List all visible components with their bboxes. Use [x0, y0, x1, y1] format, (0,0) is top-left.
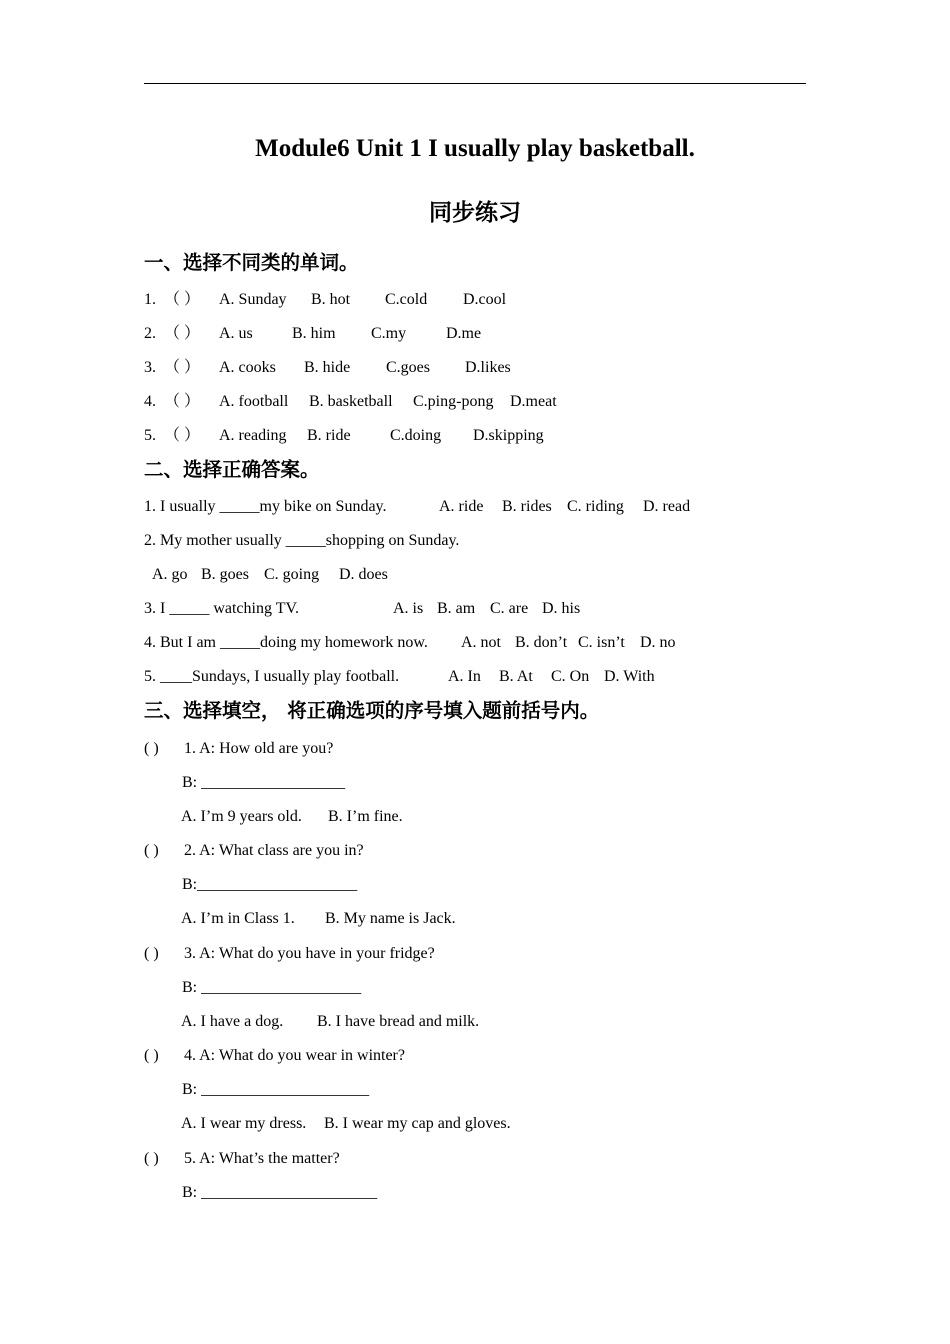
- question-text: 2. A: What class are you in?: [184, 842, 364, 859]
- option-c: C. isn’t: [578, 634, 625, 651]
- question-text: 4. But I am _____doing my homework now.: [144, 634, 428, 651]
- option-b: B. I’m fine.: [328, 808, 403, 825]
- answer-bracket: ( ): [144, 1150, 159, 1167]
- question-text: 4. A: What do you wear in winter?: [184, 1047, 405, 1064]
- option-c: C.ping-pong: [413, 393, 494, 410]
- option-c: C. are: [490, 600, 529, 617]
- option-d: D. does: [339, 566, 388, 583]
- option-d: D.cool: [463, 291, 507, 308]
- answer-bracket: ( ): [144, 1047, 159, 1064]
- option-b: B. I have bread and milk.: [317, 1013, 480, 1030]
- option-c: C.cold: [385, 291, 428, 308]
- option-a: A. is: [393, 600, 424, 617]
- answer-bracket: ( ): [144, 945, 159, 962]
- part3-answer-line-2: B:____________________: [182, 876, 358, 893]
- part3-heading: 三、选择填空， 将正确选项的序号填入题前括号内。: [144, 699, 600, 722]
- option-b: B. basketball: [309, 393, 393, 410]
- part3-answer-line-1: B: __________________: [182, 774, 346, 791]
- part3-answer-line-4: B: _____________________: [182, 1081, 370, 1098]
- answer-bracket: （ ）: [164, 427, 201, 444]
- option-c: C.doing: [390, 427, 442, 444]
- answer-bracket: （ ）: [164, 291, 201, 308]
- option-d: D. With: [604, 668, 655, 685]
- option-a: A. football: [219, 393, 289, 410]
- item-number: 2.: [144, 325, 156, 342]
- option-a: A. Sunday: [219, 291, 287, 308]
- option-d: D. no: [640, 634, 676, 651]
- option-d: D.likes: [465, 359, 511, 376]
- option-b: B. hide: [304, 359, 351, 376]
- option-d: D. his: [542, 600, 581, 617]
- option-d: D. read: [643, 498, 691, 515]
- option-a: A. not: [461, 634, 501, 651]
- item-number: 5.: [144, 427, 156, 444]
- option-b: B. hot: [311, 291, 351, 308]
- option-c: C. going: [264, 566, 320, 583]
- question-text: 5. A: What’s the matter?: [184, 1150, 340, 1167]
- option-a: A. I’m in Class 1.: [181, 910, 295, 927]
- question-text: 1. I usually _____my bike on Sunday.: [144, 498, 387, 515]
- part3-answer-line-5: B: ______________________: [182, 1184, 378, 1201]
- item-number: 4.: [144, 393, 156, 410]
- answer-bracket: ( ): [144, 842, 159, 859]
- option-c: C. On: [551, 668, 590, 685]
- option-d: D.meat: [510, 393, 557, 410]
- option-b: B. rides: [502, 498, 552, 515]
- option-a: A. I have a dog.: [181, 1013, 284, 1030]
- part3-answer-line-3: B: ____________________: [182, 979, 362, 996]
- option-b: B. I wear my cap and gloves.: [324, 1115, 511, 1132]
- option-b: B. ride: [307, 427, 351, 444]
- option-c: C. riding: [567, 498, 624, 515]
- question-text: 1. A: How old are you?: [184, 740, 334, 757]
- answer-bracket: ( ): [144, 740, 159, 757]
- option-a: A. go: [152, 566, 188, 583]
- option-a: A. ride: [439, 498, 484, 515]
- option-a: A. cooks: [219, 359, 276, 376]
- question-text: 3. I _____ watching TV.: [144, 600, 299, 617]
- option-c: C.my: [371, 325, 407, 342]
- answer-bracket: （ ）: [164, 359, 201, 376]
- option-d: D.skipping: [473, 427, 544, 444]
- option-b: B. goes: [201, 566, 249, 583]
- page-title: Module6 Unit 1 I usually play basketball.: [255, 135, 695, 162]
- part2-heading: 二、选择正确答案。: [144, 458, 320, 481]
- option-a: A. I wear my dress.: [181, 1115, 307, 1132]
- option-b: B. My name is Jack.: [325, 910, 456, 927]
- part1-heading: 一、选择不同类的单词。: [144, 251, 359, 274]
- option-a: A. reading: [219, 427, 287, 444]
- option-b: B. At: [499, 668, 533, 685]
- question-text: 5. ____Sundays, I usually play football.: [144, 668, 400, 685]
- option-a: A. us: [219, 325, 253, 342]
- option-a: A. In: [448, 668, 481, 685]
- option-a: A. I’m 9 years old.: [181, 808, 302, 825]
- option-b: B. don’t: [515, 634, 568, 651]
- header-rule: [144, 83, 806, 84]
- question-text: 2. My mother usually _____shopping on Sunday.: [144, 532, 460, 549]
- item-number: 3.: [144, 359, 156, 376]
- option-d: D.me: [446, 325, 482, 342]
- answer-bracket: （ ）: [164, 393, 201, 410]
- option-b: B. him: [292, 325, 336, 342]
- answer-bracket: （ ）: [164, 325, 201, 342]
- option-c: C.goes: [386, 359, 430, 376]
- option-b: B. am: [437, 600, 476, 617]
- page-subtitle: 同步练习: [429, 200, 521, 226]
- question-text: 3. A: What do you have in your fridge?: [184, 945, 435, 962]
- item-number: 1.: [144, 291, 156, 308]
